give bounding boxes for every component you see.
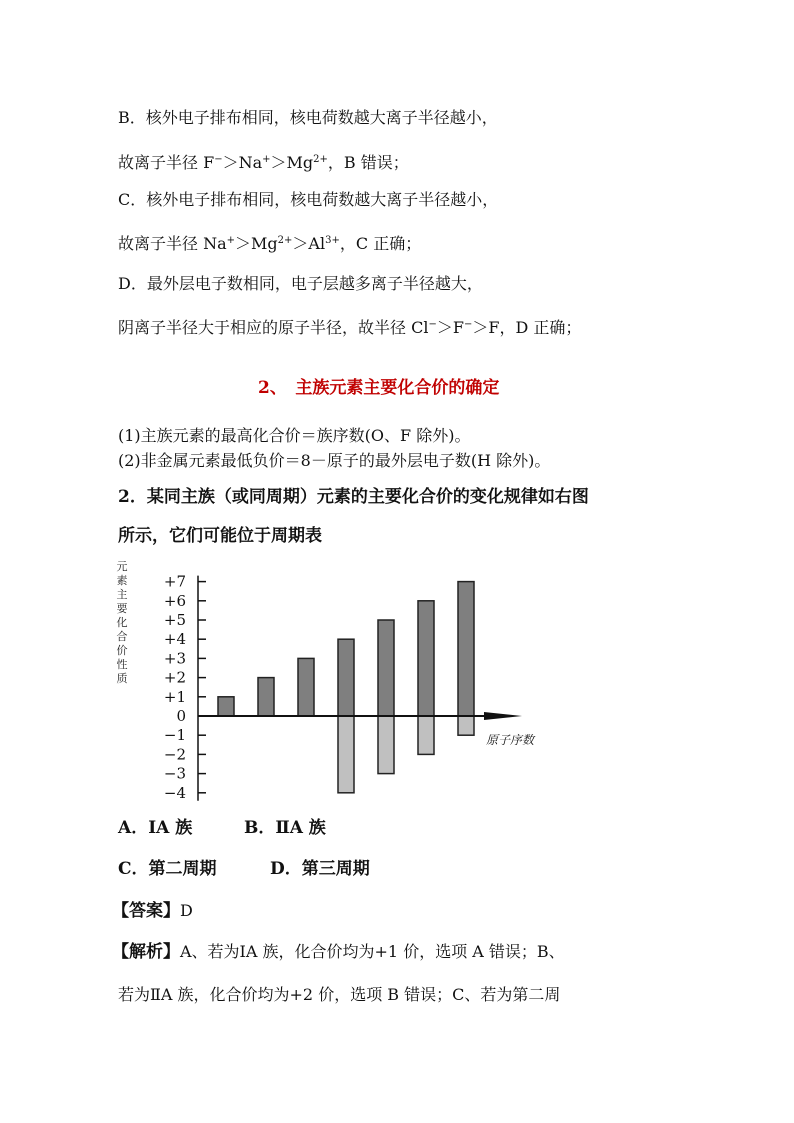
option-b: B．ⅡA 族 <box>244 818 326 838</box>
text: 故离子半径 Na <box>118 234 227 253</box>
x-axis-arrow <box>484 712 522 720</box>
y-tick-label: −4 <box>163 783 186 802</box>
y-axis-label-char: 合 <box>116 630 128 643</box>
superscript: 2+ <box>313 154 328 165</box>
text: B．核外电子排布相同，核电荷数越大离子半径越小， <box>118 108 498 127</box>
answer-line <box>112 901 193 921</box>
text: ＞F <box>436 318 464 337</box>
y-axis-label-char: 要 <box>116 602 128 615</box>
positive-valence-bar <box>218 697 234 716</box>
y-axis-label-char: 价 <box>116 644 128 657</box>
option-c: C．第二周期 <box>118 859 217 879</box>
y-axis-label-char: 元 <box>116 560 128 573</box>
negative-valence-bar <box>418 716 434 754</box>
analysis-text1: A、若为ⅠA 族，化合价均为+1 价，选项 A 错误；B、 <box>180 942 565 961</box>
y-axis-label-char: 素 <box>116 574 128 587</box>
text: ＞Al <box>292 234 326 253</box>
option-d: D．第三周期 <box>270 859 370 879</box>
y-axis-label-char: 主 <box>116 588 128 601</box>
option-b-explanation-line1 <box>118 108 498 128</box>
question-line1: 2．某同主族（或同周期）元素的主要化合价的变化规律如右图 <box>118 487 589 507</box>
chart-svg <box>112 556 562 806</box>
y-tick-label: +7 <box>163 572 186 591</box>
y-tick-label: +2 <box>163 668 186 687</box>
superscript: 3+ <box>325 235 340 246</box>
positive-valence-bar <box>298 658 314 716</box>
analysis-label: 【解析】 <box>112 942 180 962</box>
negative-valence-bar <box>338 716 354 793</box>
negative-valence-bar <box>458 716 474 735</box>
analysis-line2: 若为ⅡA 族，化合价均为+2 价，选项 B 错误；C、若为第二周 <box>118 985 561 1004</box>
superscript: − <box>428 319 437 330</box>
option-c-explanation-line1 <box>118 190 498 210</box>
positive-valence-bar <box>338 639 354 716</box>
answer-label: 【答案】 <box>112 901 180 921</box>
text: ，C 正确； <box>339 234 422 253</box>
option-a: A．ⅠA 族 <box>118 818 193 838</box>
text: 故离子半径 F <box>118 153 215 172</box>
text: ＞Mg <box>235 234 278 253</box>
option-d-explanation-line1 <box>118 274 483 294</box>
y-tick-label: −2 <box>163 745 186 764</box>
text: ，B 错误； <box>327 153 409 172</box>
option-d-explanation-line2 <box>118 315 581 338</box>
superscript: + <box>262 154 271 165</box>
positive-valence-bar <box>458 582 474 716</box>
x-axis-label: 原子序数 <box>486 733 535 747</box>
text: ＞Na <box>222 153 263 172</box>
y-tick-label: +6 <box>163 591 186 610</box>
valence-chart <box>112 556 562 806</box>
rule-2: (2)非金属元素最低负价＝8－原子的最外层电子数(H 除外)。 <box>118 451 551 470</box>
section-heading: 2、 主族元素主要化合价的确定 <box>258 378 500 398</box>
negative-valence-bar <box>378 716 394 774</box>
y-tick-label: +5 <box>163 611 186 629</box>
question-line2: 所示，它们可能位于周期表 <box>118 526 322 546</box>
text: ＞F，D 正确； <box>472 318 582 337</box>
superscript: − <box>214 154 223 165</box>
superscript: 2+ <box>277 235 293 246</box>
y-tick-label: +4 <box>163 630 186 649</box>
text: C．核外电子排布相同，核电荷数越大离子半径越小， <box>118 190 499 209</box>
positive-valence-bar <box>378 620 394 716</box>
option-c-explanation-line2 <box>118 231 421 254</box>
y-axis-label-char: 性 <box>116 658 128 671</box>
superscript: − <box>463 319 473 330</box>
y-tick-label: −1 <box>163 726 186 745</box>
y-tick-label: −3 <box>163 764 186 783</box>
positive-valence-bar <box>418 601 434 716</box>
positive-valence-bar <box>258 678 274 716</box>
y-tick-label: 0 <box>176 707 186 725</box>
y-tick-label: +3 <box>163 649 186 668</box>
option-b-explanation-line2 <box>118 150 409 173</box>
text: D．最外层电子数相同，电子层越多离子半径越大， <box>118 274 483 293</box>
answer-value: D <box>180 901 193 920</box>
analysis-line1 <box>112 942 565 962</box>
text: ＞Mg <box>270 153 314 172</box>
rule-1: (1)主族元素的最高化合价＝族序数(O、F 除外)。 <box>118 426 471 445</box>
y-axis-label-char: 化 <box>116 616 128 629</box>
superscript: + <box>226 235 236 246</box>
y-tick-label: +1 <box>163 687 186 706</box>
text: 阴离子半径大于相应的原子半径，故半径 Cl <box>118 318 429 337</box>
y-axis-label-char: 质 <box>116 672 128 685</box>
